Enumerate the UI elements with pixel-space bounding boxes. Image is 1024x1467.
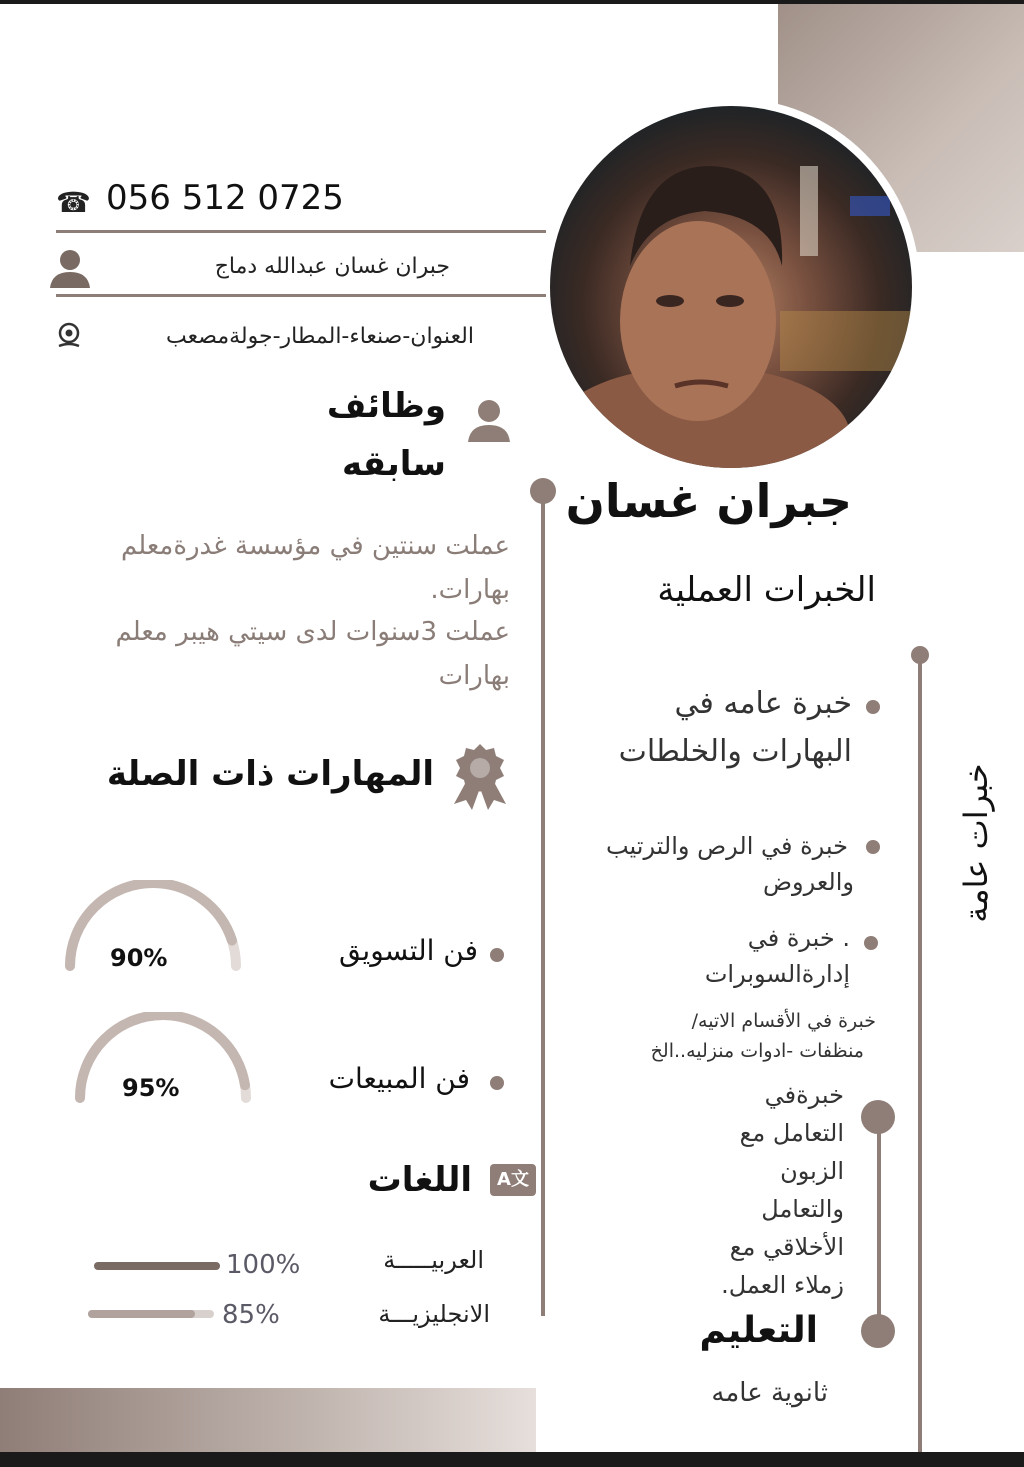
contact-divider-bottom xyxy=(56,294,546,297)
profile-photo-image xyxy=(550,106,912,468)
experience-bullet xyxy=(866,700,880,714)
phone-number: 056 512 0725 xyxy=(106,178,344,218)
general-experience-label: خبرات عامة xyxy=(957,763,995,923)
experience-item-5-line: التعامل مع xyxy=(739,1119,844,1147)
skill-percent-sales: 95% xyxy=(122,1074,180,1102)
language-english: الانجليزيـــة xyxy=(378,1300,490,1328)
profile-photo xyxy=(542,98,920,476)
experience-bullet xyxy=(866,840,880,854)
job-1-cont: بهارات. xyxy=(430,575,510,605)
experience-item-5 xyxy=(640,1076,844,1304)
previous-jobs-title: وظائف xyxy=(326,386,446,426)
timeline-dot xyxy=(530,478,556,504)
user-icon xyxy=(466,398,512,444)
job-2-cont: بهارات xyxy=(438,661,510,691)
skill-bullet xyxy=(490,1076,504,1090)
experience-item-2: خبرة في الرص والترتيب xyxy=(605,832,848,860)
language-bar-fill xyxy=(88,1310,195,1318)
timeline-line-inner xyxy=(877,1116,881,1330)
phone-icon: ☎ xyxy=(56,186,91,219)
translate-icon: A文 xyxy=(490,1164,536,1196)
experience-item-5-line: الأخلاقي مع xyxy=(729,1233,844,1261)
experience-item-5-line: والتعامل xyxy=(761,1195,844,1223)
skill-percent-marketing: 90% xyxy=(110,944,168,972)
experience-item-4-cont: منظفات -ادوات منزليه..الخ xyxy=(650,1040,864,1062)
timeline-line-middle xyxy=(541,488,545,1316)
language-bar-fill xyxy=(94,1262,220,1270)
timeline-line-right xyxy=(918,656,922,1452)
job-1: عملت سنتين في مؤسسة غدرةمعلم xyxy=(120,531,510,561)
award-icon xyxy=(448,742,512,810)
skill-bullet xyxy=(490,948,504,962)
person-portrait-icon xyxy=(550,106,912,468)
language-arabic: العربيـــــة xyxy=(383,1246,484,1274)
experience-item-1-cont: البهارات والخلطات xyxy=(618,734,852,769)
previous-jobs-title-line2: سابقه xyxy=(341,444,446,484)
experience-item-5-line: خبرةفي xyxy=(764,1081,844,1109)
experience-bullet xyxy=(864,936,878,950)
experience-title: الخبرات العملية xyxy=(657,570,876,610)
language-bar-arabic xyxy=(94,1262,220,1270)
address: العنوان-صنعاء-المطار-جولةمصعب xyxy=(166,324,474,349)
corner-decoration-bottom xyxy=(0,1388,536,1452)
contact-divider-top xyxy=(56,230,546,233)
experience-item-1: خبرة عامه في xyxy=(674,686,852,721)
language-percent-english: 85% xyxy=(222,1300,280,1330)
languages-title: اللغات xyxy=(367,1160,472,1200)
skills-title: المهارات ذات الصلة xyxy=(106,754,434,794)
experience-item-4: خبرة في الأقسام الاتيه/ xyxy=(691,1010,876,1032)
bottom-bar xyxy=(0,1452,1024,1467)
experience-item-3-cont: إدارةالسوبرات xyxy=(704,960,850,988)
timeline-dot xyxy=(861,1100,895,1134)
education-value: ثانوية عامه xyxy=(711,1378,828,1408)
name-title: جبران غسان xyxy=(565,474,852,528)
experience-item-2-cont: والعروض xyxy=(763,868,854,896)
skill-sales: فن المبيعات xyxy=(328,1062,470,1095)
experience-item-3: . خبرة في xyxy=(747,924,850,952)
location-icon xyxy=(56,322,82,350)
experience-item-5-line: الزبون xyxy=(780,1157,844,1185)
skill-marketing: فن التسويق xyxy=(339,934,478,967)
experience-item-5-line: زملاء العمل. xyxy=(721,1271,844,1299)
language-percent-arabic: 100% xyxy=(226,1250,301,1280)
user-icon xyxy=(48,246,92,290)
job-2: عملت 3سنوات لدى سيتي هيبر معلم xyxy=(115,617,510,647)
timeline-dot xyxy=(861,1314,895,1348)
full-name: جبران غسان عبدالله دماج xyxy=(214,254,450,279)
language-bar-english xyxy=(88,1310,214,1318)
education-title: التعليم xyxy=(699,1310,818,1351)
timeline-dot xyxy=(911,646,929,664)
